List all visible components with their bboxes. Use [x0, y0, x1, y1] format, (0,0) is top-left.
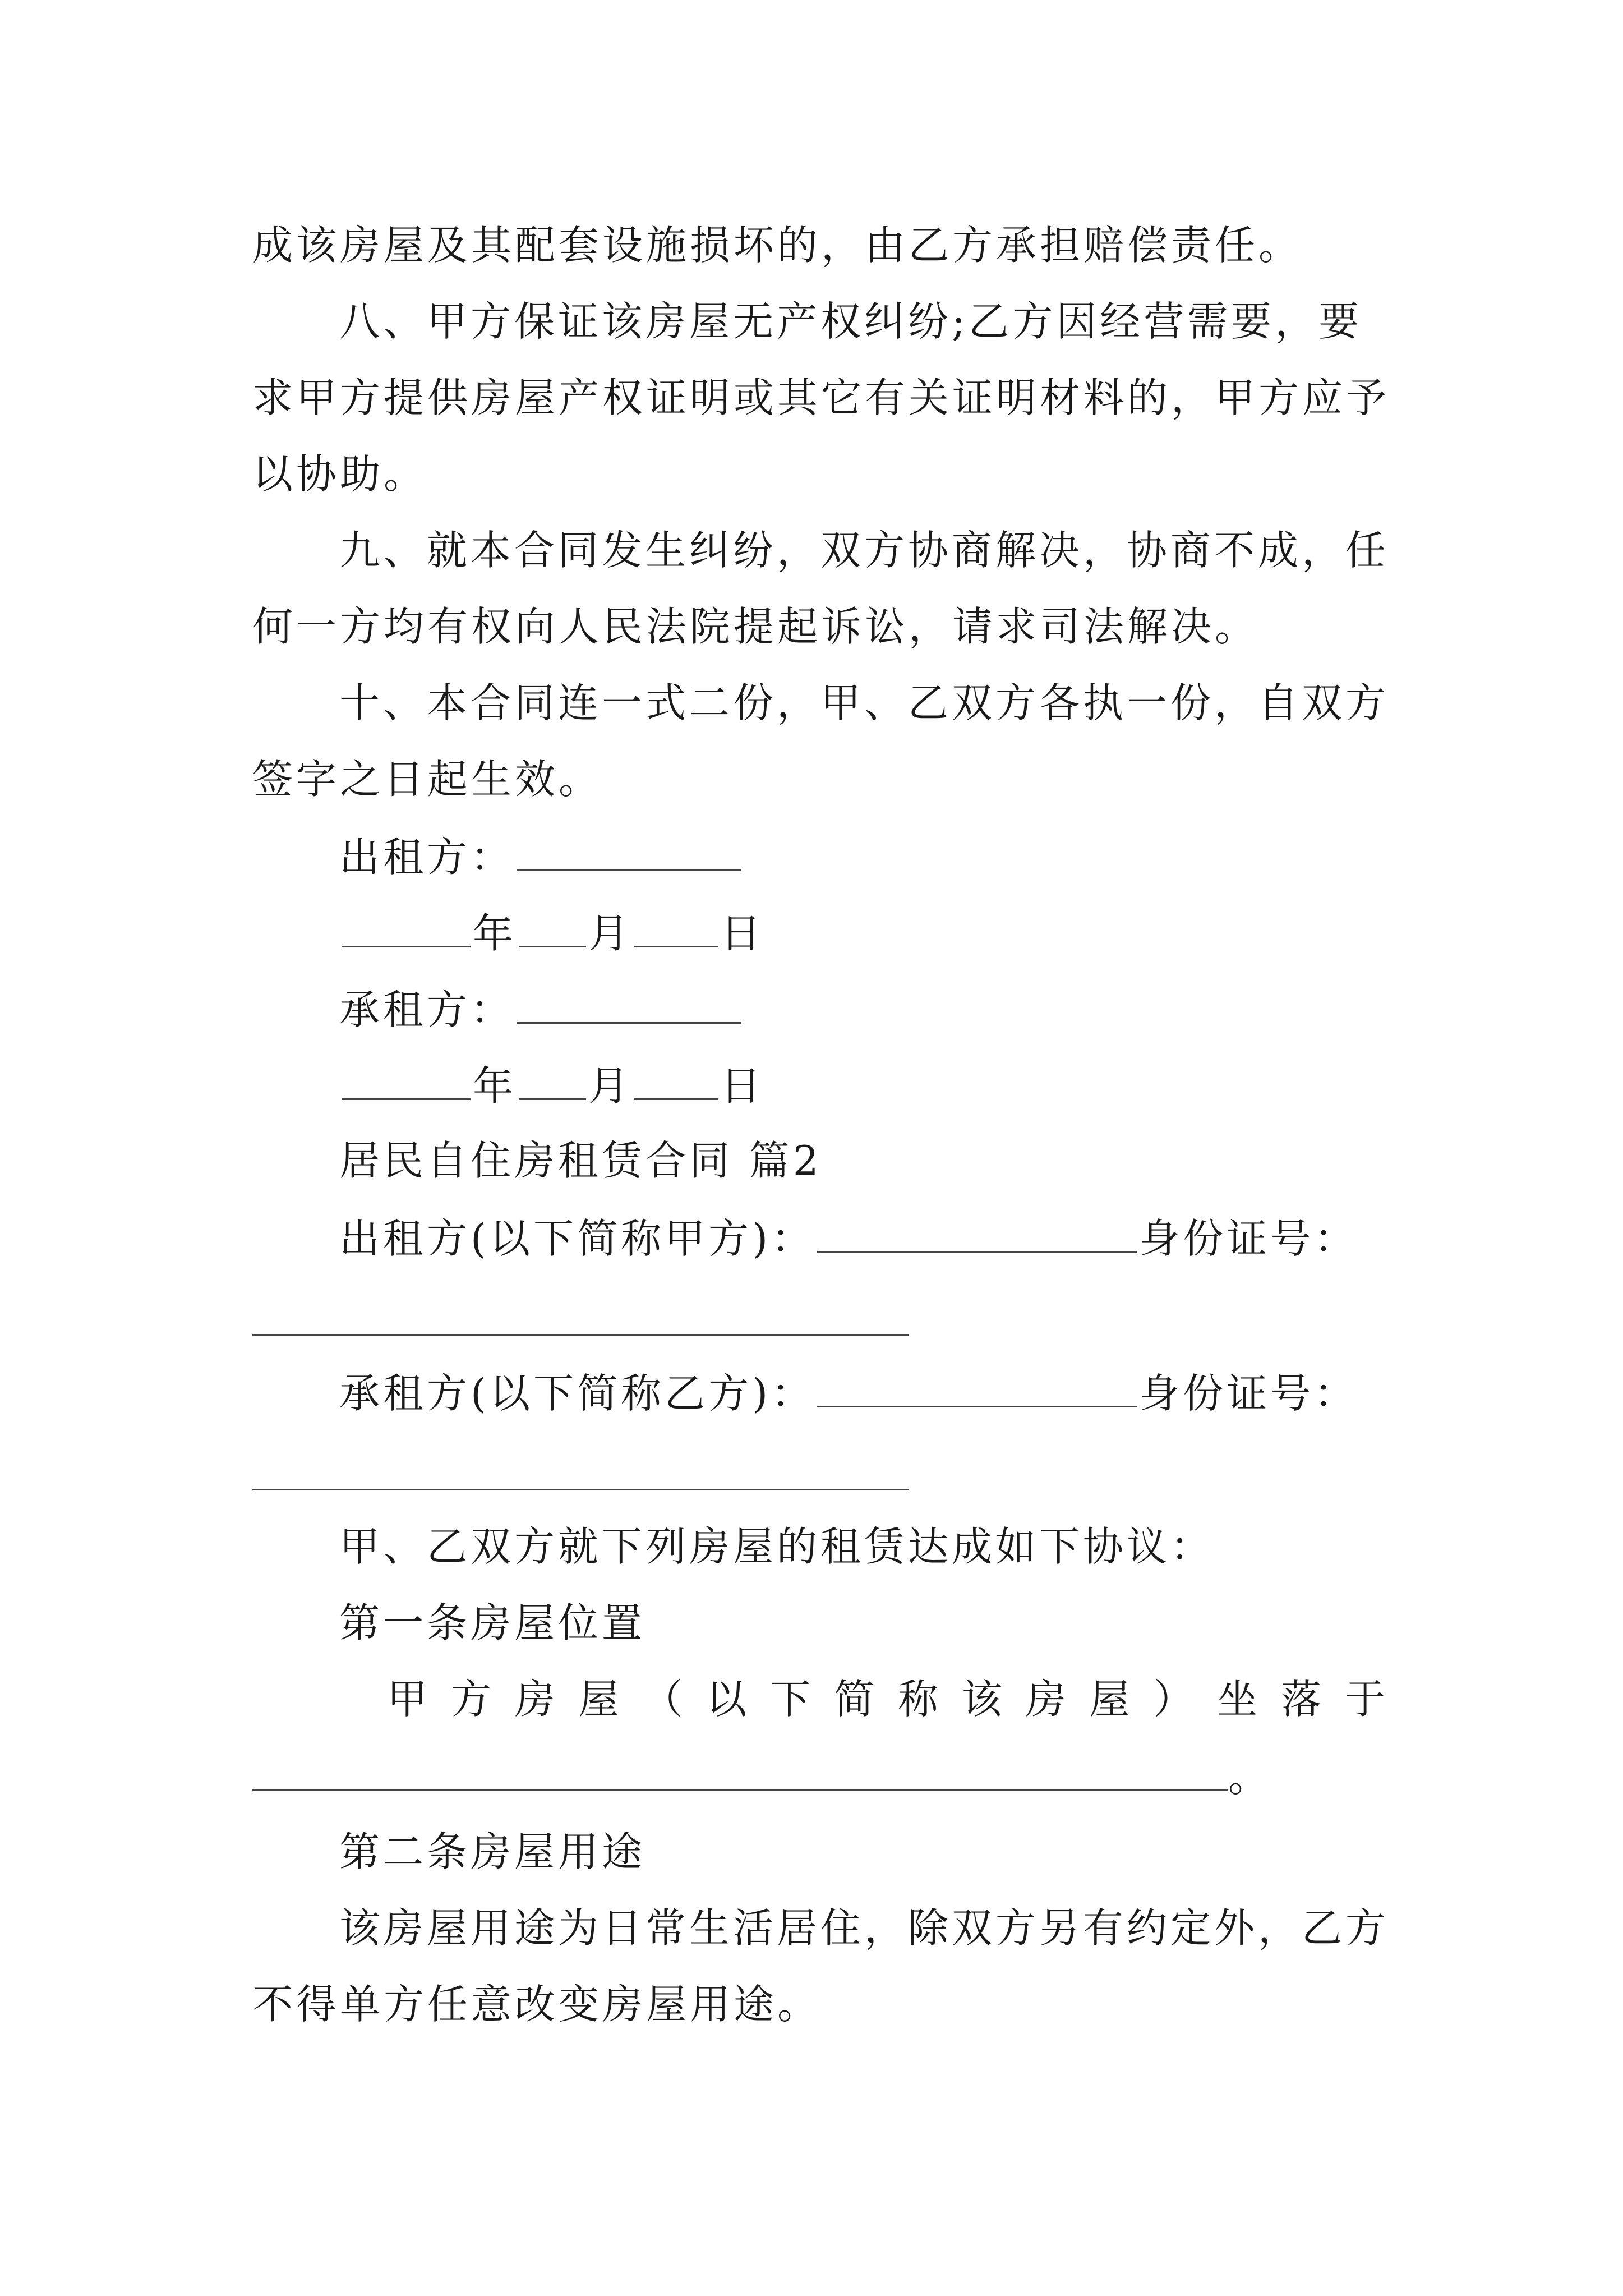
party-b-name-blank[interactable]: [817, 1366, 1137, 1407]
article-1-char: ）: [1153, 1676, 1194, 1723]
lessor-signature-line: [339, 830, 1472, 882]
lessor-label: 出租方：: [339, 834, 515, 881]
article-1-title: 第一条房屋位置: [339, 1599, 646, 1646]
party-a-line: [339, 1212, 1472, 1264]
year-label: 年: [473, 910, 517, 957]
agreement-intro: 甲、乙双方就下列房屋的租赁达成如下协议：: [339, 1523, 1215, 1570]
lessee-signature-line: [339, 983, 1472, 1035]
paragraph-line: 签字之日起生效。: [252, 756, 603, 803]
article-1-char: 屋: [1089, 1676, 1130, 1723]
paragraph-line: 以协助。: [252, 450, 428, 498]
party-b-line: [339, 1366, 1472, 1419]
location-blank[interactable]: [252, 1750, 1228, 1791]
party-a-id-blank[interactable]: [252, 1334, 909, 1336]
month-blank[interactable]: [519, 1059, 586, 1100]
paragraph-line: 何一方均有权向人民法院提起诉讼，请求司法解决。: [252, 603, 1259, 650]
party-b-id-blank[interactable]: [252, 1489, 909, 1490]
date-line: [339, 907, 1472, 959]
article-1-char: （: [642, 1676, 683, 1723]
clause-8-line: 八、甲方保证该房屋无产权纠纷;乙方因经营需要，要: [339, 298, 1363, 345]
article-1-char: 称: [897, 1676, 938, 1723]
article-1-char: 落: [1281, 1676, 1322, 1723]
day-blank[interactable]: [634, 907, 718, 947]
article-1-char: 下: [770, 1676, 811, 1723]
article-1-location-line: [252, 1750, 1385, 1802]
lessee-label: 承租方：: [339, 986, 515, 1033]
section-title: 居民自住房租赁合同 篇2: [339, 1137, 822, 1184]
article-1-char: 坐: [1217, 1676, 1258, 1723]
day-blank[interactable]: [634, 1059, 718, 1100]
article-1-char: 屋: [578, 1676, 619, 1723]
article-1-char: 于: [1344, 1676, 1385, 1723]
article-1-char: 以: [706, 1676, 747, 1723]
article-2-text: 该房屋用途为日常生活居住，除双方另有约定外，乙方: [339, 1904, 1390, 1952]
day-label: 日: [721, 1062, 765, 1110]
paragraph-line: 求甲方提供房屋产权证明或其它有关证明材料的，甲方应予: [252, 374, 1390, 421]
article-1-text: [387, 1674, 1385, 1724]
article-1-end: 。: [1228, 1754, 1272, 1801]
party-b-label: 承租方(以下简称乙方)：: [339, 1370, 815, 1417]
party-b-id-label: 身份证号：: [1139, 1370, 1358, 1417]
lessor-signature-blank[interactable]: [517, 830, 741, 871]
lessee-signature-blank[interactable]: [517, 983, 741, 1024]
article-1-char: 房: [1025, 1676, 1066, 1723]
article-1-char: 简: [834, 1676, 875, 1723]
clause-9-line: 九、就本合同发生纠纷，双方协商解决，协商不成，任: [339, 527, 1390, 574]
year-label: 年: [473, 1062, 517, 1110]
year-blank[interactable]: [342, 907, 471, 947]
date-line: [339, 1059, 1472, 1111]
party-a-name-blank[interactable]: [817, 1212, 1137, 1253]
article-2-text: 不得单方任意改变房屋用途。: [252, 1981, 822, 2028]
party-a-id-label: 身份证号：: [1139, 1215, 1358, 1262]
party-a-label: 出租方(以下简称甲方)：: [339, 1215, 815, 1262]
article-1-char: 甲: [387, 1676, 428, 1723]
article-1-char: 房: [514, 1676, 555, 1723]
clause-10-line: 十、本合同连一式二份，甲、乙双方各执一份，自双方: [339, 679, 1390, 726]
article-1-char: 该: [961, 1676, 1002, 1723]
month-label: 月: [588, 910, 633, 957]
article-2-title: 第二条房屋用途: [339, 1828, 646, 1875]
year-blank[interactable]: [342, 1059, 471, 1100]
paragraph-line: 成该房屋及其配套设施损坏的，由乙方承担赔偿责任。: [252, 222, 1303, 269]
month-blank[interactable]: [519, 907, 586, 947]
month-label: 月: [588, 1062, 633, 1110]
day-label: 日: [721, 910, 765, 957]
article-1-char: 方: [450, 1676, 491, 1723]
